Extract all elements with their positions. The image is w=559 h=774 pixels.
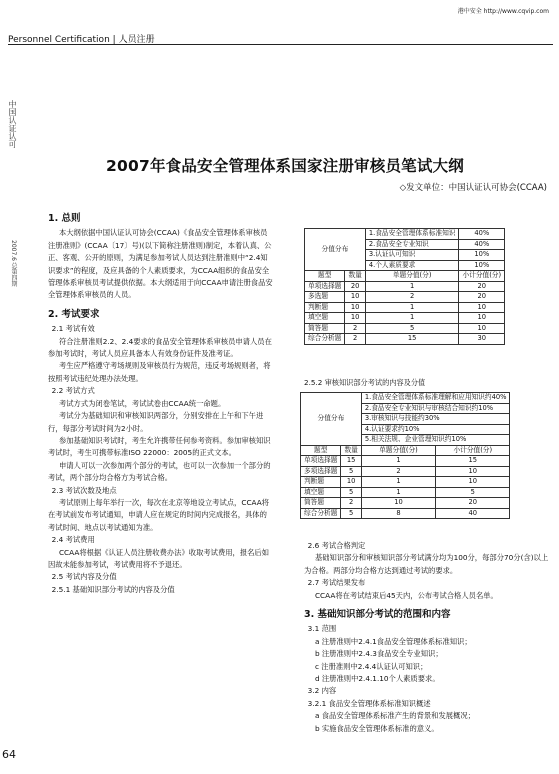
- table-header-cell: 小计分值(分): [436, 445, 510, 456]
- table-cell: 判断题: [305, 302, 345, 313]
- subheading: 2.3 考试次数及地点: [51, 485, 117, 495]
- list-item: a 食品安全管理体系标准产生的背景和发展概况；: [314, 711, 475, 721]
- table-header-cell: 单题分值(分): [361, 445, 435, 456]
- table: [300, 392, 510, 519]
- list-item: a 注册准则中2.4.1食品安全管理体系标准知识；: [314, 636, 472, 646]
- dist-pct: 40%: [459, 229, 505, 240]
- table-cell: 20: [345, 281, 365, 292]
- dist-label: 分值分布: [305, 229, 366, 271]
- paragraph: 基础知识部分和审核知识部分考试满分均为100分，每部分70分(含)以上为合格。两部分均合格方达到通过考试的要求。: [304, 553, 549, 575]
- table-cell: 10: [341, 477, 361, 488]
- paragraph: 参加基础知识考试时，考生允许携带任何参考资料。参加审核知识考试时，考生可携带标准ISO 22000：2005的正式文本。: [48, 435, 271, 458]
- paragraph: CCAA将在考试结束后45天内，公布考试合格人员名单。: [314, 590, 498, 600]
- table-2-caption: 2.5.2 审核知识部分考试的内容及分值: [304, 378, 426, 387]
- table-cell: 10: [436, 477, 510, 488]
- table-cell: 2: [341, 498, 361, 509]
- table-cell: 单项选择题: [305, 281, 345, 292]
- paragraph: 符合注册准则2.2、2.4要求的食品安全管理体系审核员申请人员在参加考试时，考试人员应具备本人有效身份证件及准考证。: [48, 336, 272, 359]
- table-cell: 判断题: [301, 477, 341, 488]
- table-cell: 5: [341, 487, 361, 498]
- subheading: 2.2 考试方式: [51, 386, 95, 396]
- table-cell: 2: [361, 466, 435, 477]
- table-row: [305, 313, 505, 324]
- table-cell: 5: [341, 508, 361, 519]
- table-header-cell: 题型: [305, 271, 345, 282]
- table-cell: 简答题: [301, 498, 341, 509]
- paragraph: 申请人可以一次参加两个部分的考试，也可以一次参加一个部分的考试，两个部分均合格方为考试合格。: [48, 460, 271, 483]
- page-number: 64: [2, 748, 16, 761]
- table-cell: 15: [436, 456, 510, 467]
- table-cell: 1: [361, 487, 435, 498]
- paragraph: 本大纲依据中国认证认可协会(CCAA)《食品安全管理体系审核员注册准则》(CCAA〔17〕号)(以下简称注册准则)制定，本着认真、公正、客观、公开的原则，为满足参加考试人员达到注册准则中“2.4知识要求”的程度，及应具备的个人素质要求，为CCAA组织的食品安全管理体系审核员考试提供依据。本大纲适用于向CCAA申请注册食品安全管理体系审核员的人员。: [48, 228, 273, 300]
- table-cell: 40: [436, 508, 510, 519]
- section-header-en: Personnel Certification: [8, 35, 110, 45]
- table-row: [301, 498, 510, 509]
- table-row: [305, 302, 505, 313]
- side-text-issue: 2007.6 总第四期: [10, 240, 17, 287]
- heading-3: 3. 基础知识部分考试的范围和内容: [304, 609, 451, 621]
- dist-item: 2.食品安全专业知识: [365, 239, 459, 250]
- table-cell: 20: [459, 281, 505, 292]
- table-cell: 填空题: [301, 487, 341, 498]
- table-cell: 综合分析题: [305, 334, 345, 345]
- paragraph: 考试原则上每年举行一次，每次在北京等地设立考试点，CCAA将在考试前发布考试通知，申请人应在规定的时间内完成报名，具体的考试时间、地点以考试通知为准。: [48, 497, 270, 532]
- subheading: 2.4 考试费用: [51, 535, 95, 545]
- table-cell: 20: [436, 498, 510, 509]
- paragraph: 考生应严格遵守考场规则及审核员行为规范，违反考场规则者，将按照考试违纪处理办法处理。: [48, 361, 271, 383]
- table-cell: 简答题: [305, 323, 345, 334]
- author-line: ◇发文单位：中国认证认可协会(CCAA): [399, 183, 547, 193]
- table-row: [305, 292, 505, 303]
- table-cell: 30: [459, 334, 505, 345]
- header-url: 港中安全 http://www.cqvip.com: [457, 8, 549, 15]
- table-cell: 10: [361, 498, 435, 509]
- list-item: d 注册准则中2.4.1.10个人素质要求。: [314, 674, 440, 684]
- table-cell: 单项选择题: [301, 456, 341, 467]
- score-table-1: [304, 228, 505, 345]
- table-cell: 15: [341, 456, 361, 467]
- table-cell: 2: [345, 323, 365, 334]
- table-row: [301, 487, 510, 498]
- table-cell: 10: [345, 313, 365, 324]
- dist-item: 4.认证要求约10%: [361, 424, 510, 435]
- dist-item: 2.食品安全专业知识与审核结合知识约10%: [361, 403, 510, 414]
- table-header-cell: 小计分值(分): [459, 271, 505, 282]
- table-cell: 2: [365, 292, 459, 303]
- table-cell: 10: [345, 302, 365, 313]
- table-row: [301, 477, 510, 488]
- table-row: [305, 281, 505, 292]
- subheading: 2.5.1 基础知识部分考试的内容及分值: [51, 584, 175, 594]
- subheading: 3.2.1 食品安全管理体系标准知识概述: [307, 698, 431, 708]
- table-cell: 5: [436, 487, 510, 498]
- side-text-journal: 中国认证认可: [8, 100, 17, 148]
- subheading: 2.7 考试结果发布: [307, 578, 366, 588]
- table-cell: 8: [361, 508, 435, 519]
- table-row: [305, 334, 505, 345]
- dist-item: 5.相关法规、企业管理知识约10%: [361, 435, 510, 446]
- table-cell: 20: [459, 292, 505, 303]
- dist-item: 3.认证认可知识: [365, 250, 459, 261]
- subheading: 3.2 内容: [307, 686, 337, 696]
- subheading: 2.5 考试内容及分值: [51, 572, 117, 582]
- paragraph: CCAA将根据《认证人员注册收费办法》收取考试费用，报名后如因故未能参加考试，考试费用将不予退还。: [48, 547, 270, 569]
- table-cell: 10: [459, 323, 505, 334]
- table-cell: 填空题: [305, 313, 345, 324]
- table-cell: 2: [345, 334, 365, 345]
- list-item: c 注册准则中2.4.4认证认可知识；: [314, 661, 428, 671]
- table-cell: 5: [341, 466, 361, 477]
- dist-pct: 10%: [459, 250, 505, 261]
- table-header-cell: 数量: [341, 445, 361, 456]
- list-item: b 实施食品安全管理体系标准的意义。: [314, 723, 439, 733]
- table-cell: 1: [361, 477, 435, 488]
- list-item: b 注册准则中2.4.3食品安全专业知识；: [314, 649, 443, 659]
- table-cell: 1: [361, 456, 435, 467]
- left-column: [48, 206, 274, 596]
- table-row: [305, 323, 505, 334]
- table-row: [301, 456, 510, 467]
- heading-2: 2. 考试要求: [48, 308, 100, 320]
- dist-item: 1.食品安全管理体系标准知识: [365, 229, 459, 240]
- table-header-cell: 题型: [301, 445, 341, 456]
- article-title: 2007年食品安全管理体系国家注册审核员笔试大纲: [106, 157, 464, 175]
- table-cell: 1: [365, 281, 459, 292]
- heading-1: 1. 总则: [48, 213, 81, 224]
- score-table-2: [300, 392, 510, 519]
- dist-label: 分值分布: [301, 393, 362, 446]
- table-cell: 多项选择题: [301, 466, 341, 477]
- section-header-cn: 人员注册: [118, 35, 155, 45]
- section-header: Personnel Certification | 人员注册: [8, 35, 155, 45]
- table-header-cell: 数量: [345, 271, 365, 282]
- table-row: [301, 466, 510, 477]
- paragraph: 考试分为基础知识和审核知识两部分，分别安排在上午和下午进行，每部分考试时间为2小时。: [48, 411, 264, 433]
- subheading: 2.6 考试合格判定: [307, 541, 366, 550]
- table: [304, 228, 505, 345]
- subheading: 2.1 考试有效: [51, 324, 95, 334]
- table-cell: 5: [365, 323, 459, 334]
- table-cell: 15: [365, 334, 459, 345]
- dist-pct: 40%: [459, 239, 505, 250]
- table-header-cell: 单题分值(分): [365, 271, 459, 282]
- right-column: [304, 540, 550, 735]
- table-cell: 1: [365, 302, 459, 313]
- dist-item: 4.个人素质要求: [365, 260, 459, 271]
- dist-item: 3.审核知识与技能约30%: [361, 414, 510, 425]
- table-cell: 10: [459, 313, 505, 324]
- dist-item: 1.食品安全管理体系标准理解和应用知识约40%: [361, 393, 510, 404]
- paragraph: 考试方式为闭卷笔试，考试试卷由CCAA统一命题。: [58, 398, 226, 408]
- table-cell: 综合分析题: [301, 508, 341, 519]
- table-cell: 10: [436, 466, 510, 477]
- table-cell: 10: [459, 302, 505, 313]
- dist-pct: 10%: [459, 260, 505, 271]
- subheading: 3.1 范围: [307, 624, 337, 634]
- table-cell: 多选题: [305, 292, 345, 303]
- table-cell: 10: [345, 292, 365, 303]
- table-row: [301, 508, 510, 519]
- table-cell: 1: [365, 313, 459, 324]
